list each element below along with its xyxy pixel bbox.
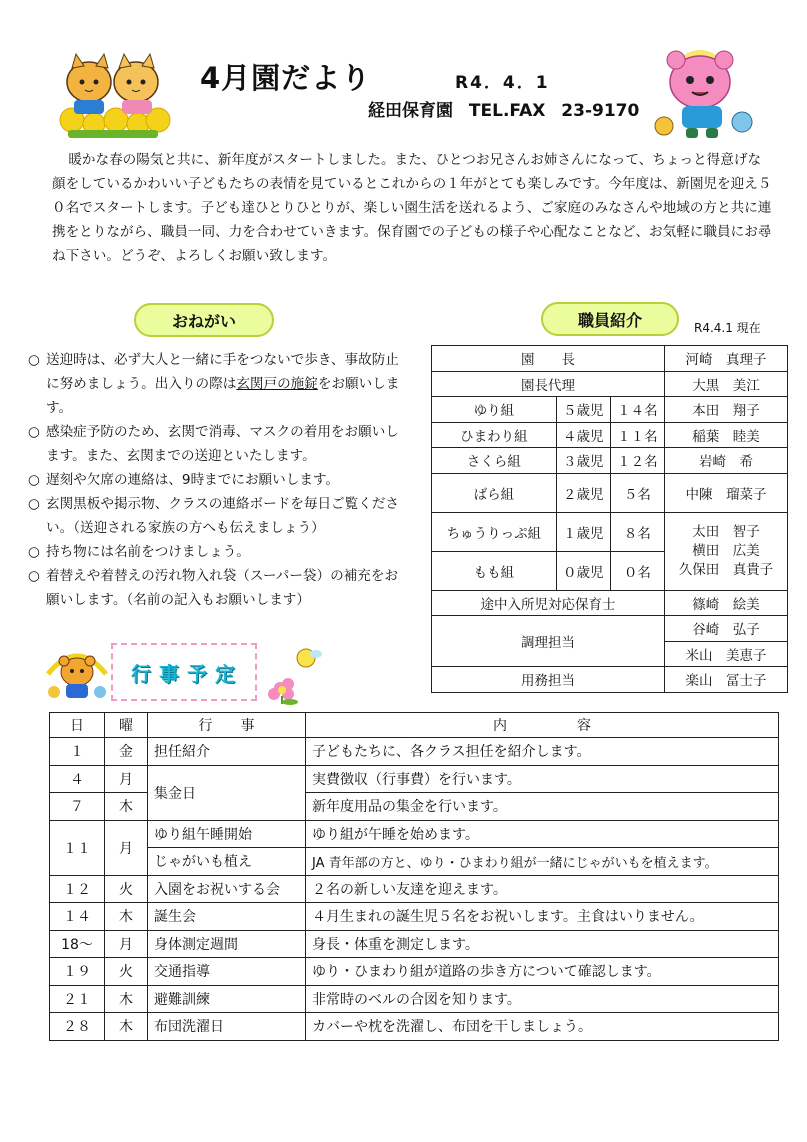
staff-name: 米山 美恵子 bbox=[665, 641, 788, 667]
event-name: ゆり組午睡開始 bbox=[148, 820, 306, 848]
event-content: 非常時のベルの合図を知ります。 bbox=[306, 985, 779, 1013]
class-age: ２歳児 bbox=[556, 473, 610, 512]
request-text-end: をお願いします。 bbox=[46, 376, 400, 416]
staff-name: 横田 広美 bbox=[692, 542, 760, 559]
table-row bbox=[50, 930, 779, 958]
request-item bbox=[28, 348, 408, 420]
class-name: さくら組 bbox=[432, 448, 557, 474]
table-row bbox=[432, 397, 788, 423]
event-content: ゆり・ひまわり組が道路の歩き方について確認します。 bbox=[306, 958, 779, 986]
request-text: 玄関黒板や掲示物、クラスの連絡ボードを毎日ご覧ください。（送迎される家族の方へも伝えましょう） bbox=[46, 496, 400, 536]
table-row bbox=[432, 371, 788, 397]
staff-name: 中陳 瑠菜子 bbox=[665, 473, 788, 512]
events-table bbox=[49, 712, 779, 1041]
table-row bbox=[50, 958, 779, 986]
table-row bbox=[432, 667, 788, 693]
event-weekday: 木 bbox=[105, 985, 148, 1013]
event-name: 避難訓練 bbox=[148, 985, 306, 1013]
role-cell: 園 長 bbox=[432, 346, 665, 372]
class-count: １１名 bbox=[610, 422, 664, 448]
event-name: 集金日 bbox=[148, 765, 306, 820]
staff-name: 久保田 真貴子 bbox=[678, 561, 774, 578]
event-name: 誕生会 bbox=[148, 903, 306, 931]
class-count: １２名 bbox=[610, 448, 664, 474]
staff-name: 岩崎 希 bbox=[665, 448, 788, 474]
role-cell: 調理担当 bbox=[432, 616, 665, 667]
role-cell: 園長代理 bbox=[432, 371, 665, 397]
table-row bbox=[50, 985, 779, 1013]
heading-char: 定 bbox=[215, 661, 237, 686]
bullet-icon: ○ bbox=[28, 472, 40, 488]
event-weekday: 木 bbox=[105, 793, 148, 821]
staff-name: 太田 智子 bbox=[692, 523, 760, 540]
class-count: １４名 bbox=[610, 397, 664, 423]
intro-paragraph bbox=[52, 148, 772, 268]
table-row bbox=[50, 738, 779, 766]
events-heading bbox=[131, 658, 237, 687]
event-weekday: 火 bbox=[105, 958, 148, 986]
event-content: JA 青年部の方と、ゆり・ひまわり組が一緒にじゃがいもを植えます。 bbox=[306, 848, 779, 876]
bear-illustration bbox=[44, 644, 110, 702]
table-row bbox=[432, 616, 788, 642]
event-weekday: 金 bbox=[105, 738, 148, 766]
class-age: ０歳児 bbox=[556, 551, 610, 590]
page-title: 4月園だより bbox=[200, 61, 372, 95]
staff-name: 篠崎 絵美 bbox=[665, 590, 788, 616]
bullet-icon: ○ bbox=[28, 496, 40, 512]
class-count: ５名 bbox=[610, 473, 664, 512]
intro-text: 暖かな春の陽気と共に、新年度がスタートしました。また、ひとつお兄さんお姉さんになって、ちょっと得意げな顔をしているかわいい子どもたちの表情を見ているとこれからの１年がとても楽しみです。今年度は、新園児を迎え５０名でスタートします。子ども達ひとりひとりが、楽しい園生活を送れるよう、ご家庭のみなさんや地域の方と共に連携をとりながら、職員一同、力を合わせていきます。保育園での子どもの様子や心配なことなど、お気軽に職員にお尋ね下さい。どうぞ、よろしくお願い致します。 bbox=[52, 152, 772, 264]
staff-as-of: R4.4.1 現在 bbox=[694, 321, 761, 335]
staff-name: 谷崎 弘子 bbox=[665, 616, 788, 642]
class-age: ４歳児 bbox=[556, 422, 610, 448]
table-row bbox=[50, 1013, 779, 1041]
contact-number: 23-9170 bbox=[561, 101, 640, 121]
contact-label: TEL.FAX bbox=[468, 101, 546, 121]
school-contact bbox=[368, 96, 649, 121]
heading-char: 事 bbox=[159, 661, 181, 686]
class-count: ０名 bbox=[610, 551, 664, 590]
staff-name: 大黒 美江 bbox=[665, 371, 788, 397]
column-header: 行 事 bbox=[148, 713, 306, 738]
class-age: ５歳児 bbox=[556, 397, 610, 423]
event-weekday: 月 bbox=[105, 820, 148, 875]
bullet-icon: ○ bbox=[28, 544, 40, 560]
table-row bbox=[432, 512, 788, 551]
table-row bbox=[50, 903, 779, 931]
staff-name: 稲葉 睦美 bbox=[665, 422, 788, 448]
table-header-row bbox=[50, 713, 779, 738]
table-row bbox=[50, 848, 779, 876]
staff-name: 楽山 冨士子 bbox=[665, 667, 788, 693]
events-heading-box bbox=[111, 643, 257, 701]
event-content: ４月生まれの誕生児５名をお祝いします。主食はいりません。 bbox=[306, 903, 779, 931]
class-count: ８名 bbox=[610, 512, 664, 551]
request-text: 着替えや着替えの汚れ物入れ袋（スーパー袋）の補充をお願いします。（名前の記入もお願いします） bbox=[46, 568, 399, 608]
event-content: ２名の新しい友達を迎えます。 bbox=[306, 875, 779, 903]
table-row bbox=[432, 448, 788, 474]
infant-staff-cell bbox=[665, 512, 788, 590]
event-content: 新年度用品の集金を行います。 bbox=[306, 793, 779, 821]
column-header: 内 容 bbox=[306, 713, 779, 738]
event-day: ４ bbox=[50, 765, 105, 793]
event-day: 18～ bbox=[50, 930, 105, 958]
request-item bbox=[28, 420, 408, 468]
event-name: 入園をお祝いする会 bbox=[148, 875, 306, 903]
class-name: ばら組 bbox=[432, 473, 557, 512]
event-content: カバーや枕を洗濯し、布団を干しましょう。 bbox=[306, 1013, 779, 1041]
event-weekday: 木 bbox=[105, 903, 148, 931]
event-content: 身長・体重を測定します。 bbox=[306, 930, 779, 958]
request-item bbox=[28, 492, 408, 540]
table-row bbox=[50, 875, 779, 903]
staff-name: 本田 翔子 bbox=[665, 397, 788, 423]
table-row bbox=[432, 473, 788, 512]
event-content: ゆり組が午睡を始めます。 bbox=[306, 820, 779, 848]
staff-table bbox=[431, 345, 788, 693]
column-header: 日 bbox=[50, 713, 105, 738]
pink-bear-illustration bbox=[650, 48, 762, 144]
event-day: １ bbox=[50, 738, 105, 766]
class-name: もも組 bbox=[432, 551, 557, 590]
class-name: ひまわり組 bbox=[432, 422, 557, 448]
request-text: 感染症予防のため、玄関で消毒、マスクの着用をお願いします。また、玄関までの送迎といたします。 bbox=[46, 424, 399, 464]
requests-heading: おねがい bbox=[134, 303, 274, 337]
event-content: 実費徴収（行事費）を行います。 bbox=[306, 765, 779, 793]
event-name: 身体測定週間 bbox=[148, 930, 306, 958]
class-name: ちゅうりっぷ組 bbox=[432, 512, 557, 551]
staff-name: 河崎 真理子 bbox=[665, 346, 788, 372]
request-text: 送迎時は、必ず大人と一緒に手をつないで歩き、事故防止に努めましょう。出入りの際は bbox=[46, 352, 399, 392]
request-item bbox=[28, 564, 408, 612]
fairy-flower-illustration bbox=[262, 644, 324, 706]
heading-char: 予 bbox=[187, 661, 209, 686]
event-day: １４ bbox=[50, 903, 105, 931]
event-name: 担任紹介 bbox=[148, 738, 306, 766]
event-day: ２１ bbox=[50, 985, 105, 1013]
event-content: 子どもたちに、各クラス担任を紹介します。 bbox=[306, 738, 779, 766]
table-row bbox=[50, 820, 779, 848]
event-day: １２ bbox=[50, 875, 105, 903]
event-day: ７ bbox=[50, 793, 105, 821]
event-name: じゃがいも植え bbox=[148, 848, 306, 876]
request-item bbox=[28, 540, 408, 564]
issue-date: R4．4．1 bbox=[455, 73, 550, 93]
event-day: ２８ bbox=[50, 1013, 105, 1041]
heading-char: 行 bbox=[131, 661, 153, 686]
event-name: 交通指導 bbox=[148, 958, 306, 986]
column-header: 曜 bbox=[105, 713, 148, 738]
request-text: 遅刻や欠席の連絡は、9時までにお願いします。 bbox=[46, 472, 340, 488]
role-cell: 途中入所児対応保育士 bbox=[432, 590, 665, 616]
event-day: １１ bbox=[50, 820, 105, 875]
event-weekday: 火 bbox=[105, 875, 148, 903]
bullet-icon: ○ bbox=[28, 424, 40, 440]
request-text: 持ち物には名前をつけましょう。 bbox=[46, 544, 250, 560]
role-cell: 用務担当 bbox=[432, 667, 665, 693]
table-row bbox=[432, 590, 788, 616]
bullet-icon: ○ bbox=[28, 568, 40, 584]
table-row bbox=[50, 765, 779, 793]
school-name: 経田保育園 bbox=[368, 101, 453, 121]
bullet-icon: ○ bbox=[28, 352, 40, 368]
requests-list bbox=[28, 348, 408, 612]
event-day: １９ bbox=[50, 958, 105, 986]
event-weekday: 月 bbox=[105, 765, 148, 793]
request-emphasis: 玄関戸の施錠 bbox=[236, 376, 318, 392]
class-age: ３歳児 bbox=[556, 448, 610, 474]
staff-heading: 職員紹介 bbox=[541, 302, 679, 336]
class-name: ゆり組 bbox=[432, 397, 557, 423]
event-weekday: 木 bbox=[105, 1013, 148, 1041]
event-name: 布団洗濯日 bbox=[148, 1013, 306, 1041]
table-row bbox=[432, 422, 788, 448]
request-item bbox=[28, 468, 408, 492]
event-weekday: 月 bbox=[105, 930, 148, 958]
table-row bbox=[432, 346, 788, 372]
cats-illustration bbox=[54, 50, 174, 140]
class-age: １歳児 bbox=[556, 512, 610, 551]
